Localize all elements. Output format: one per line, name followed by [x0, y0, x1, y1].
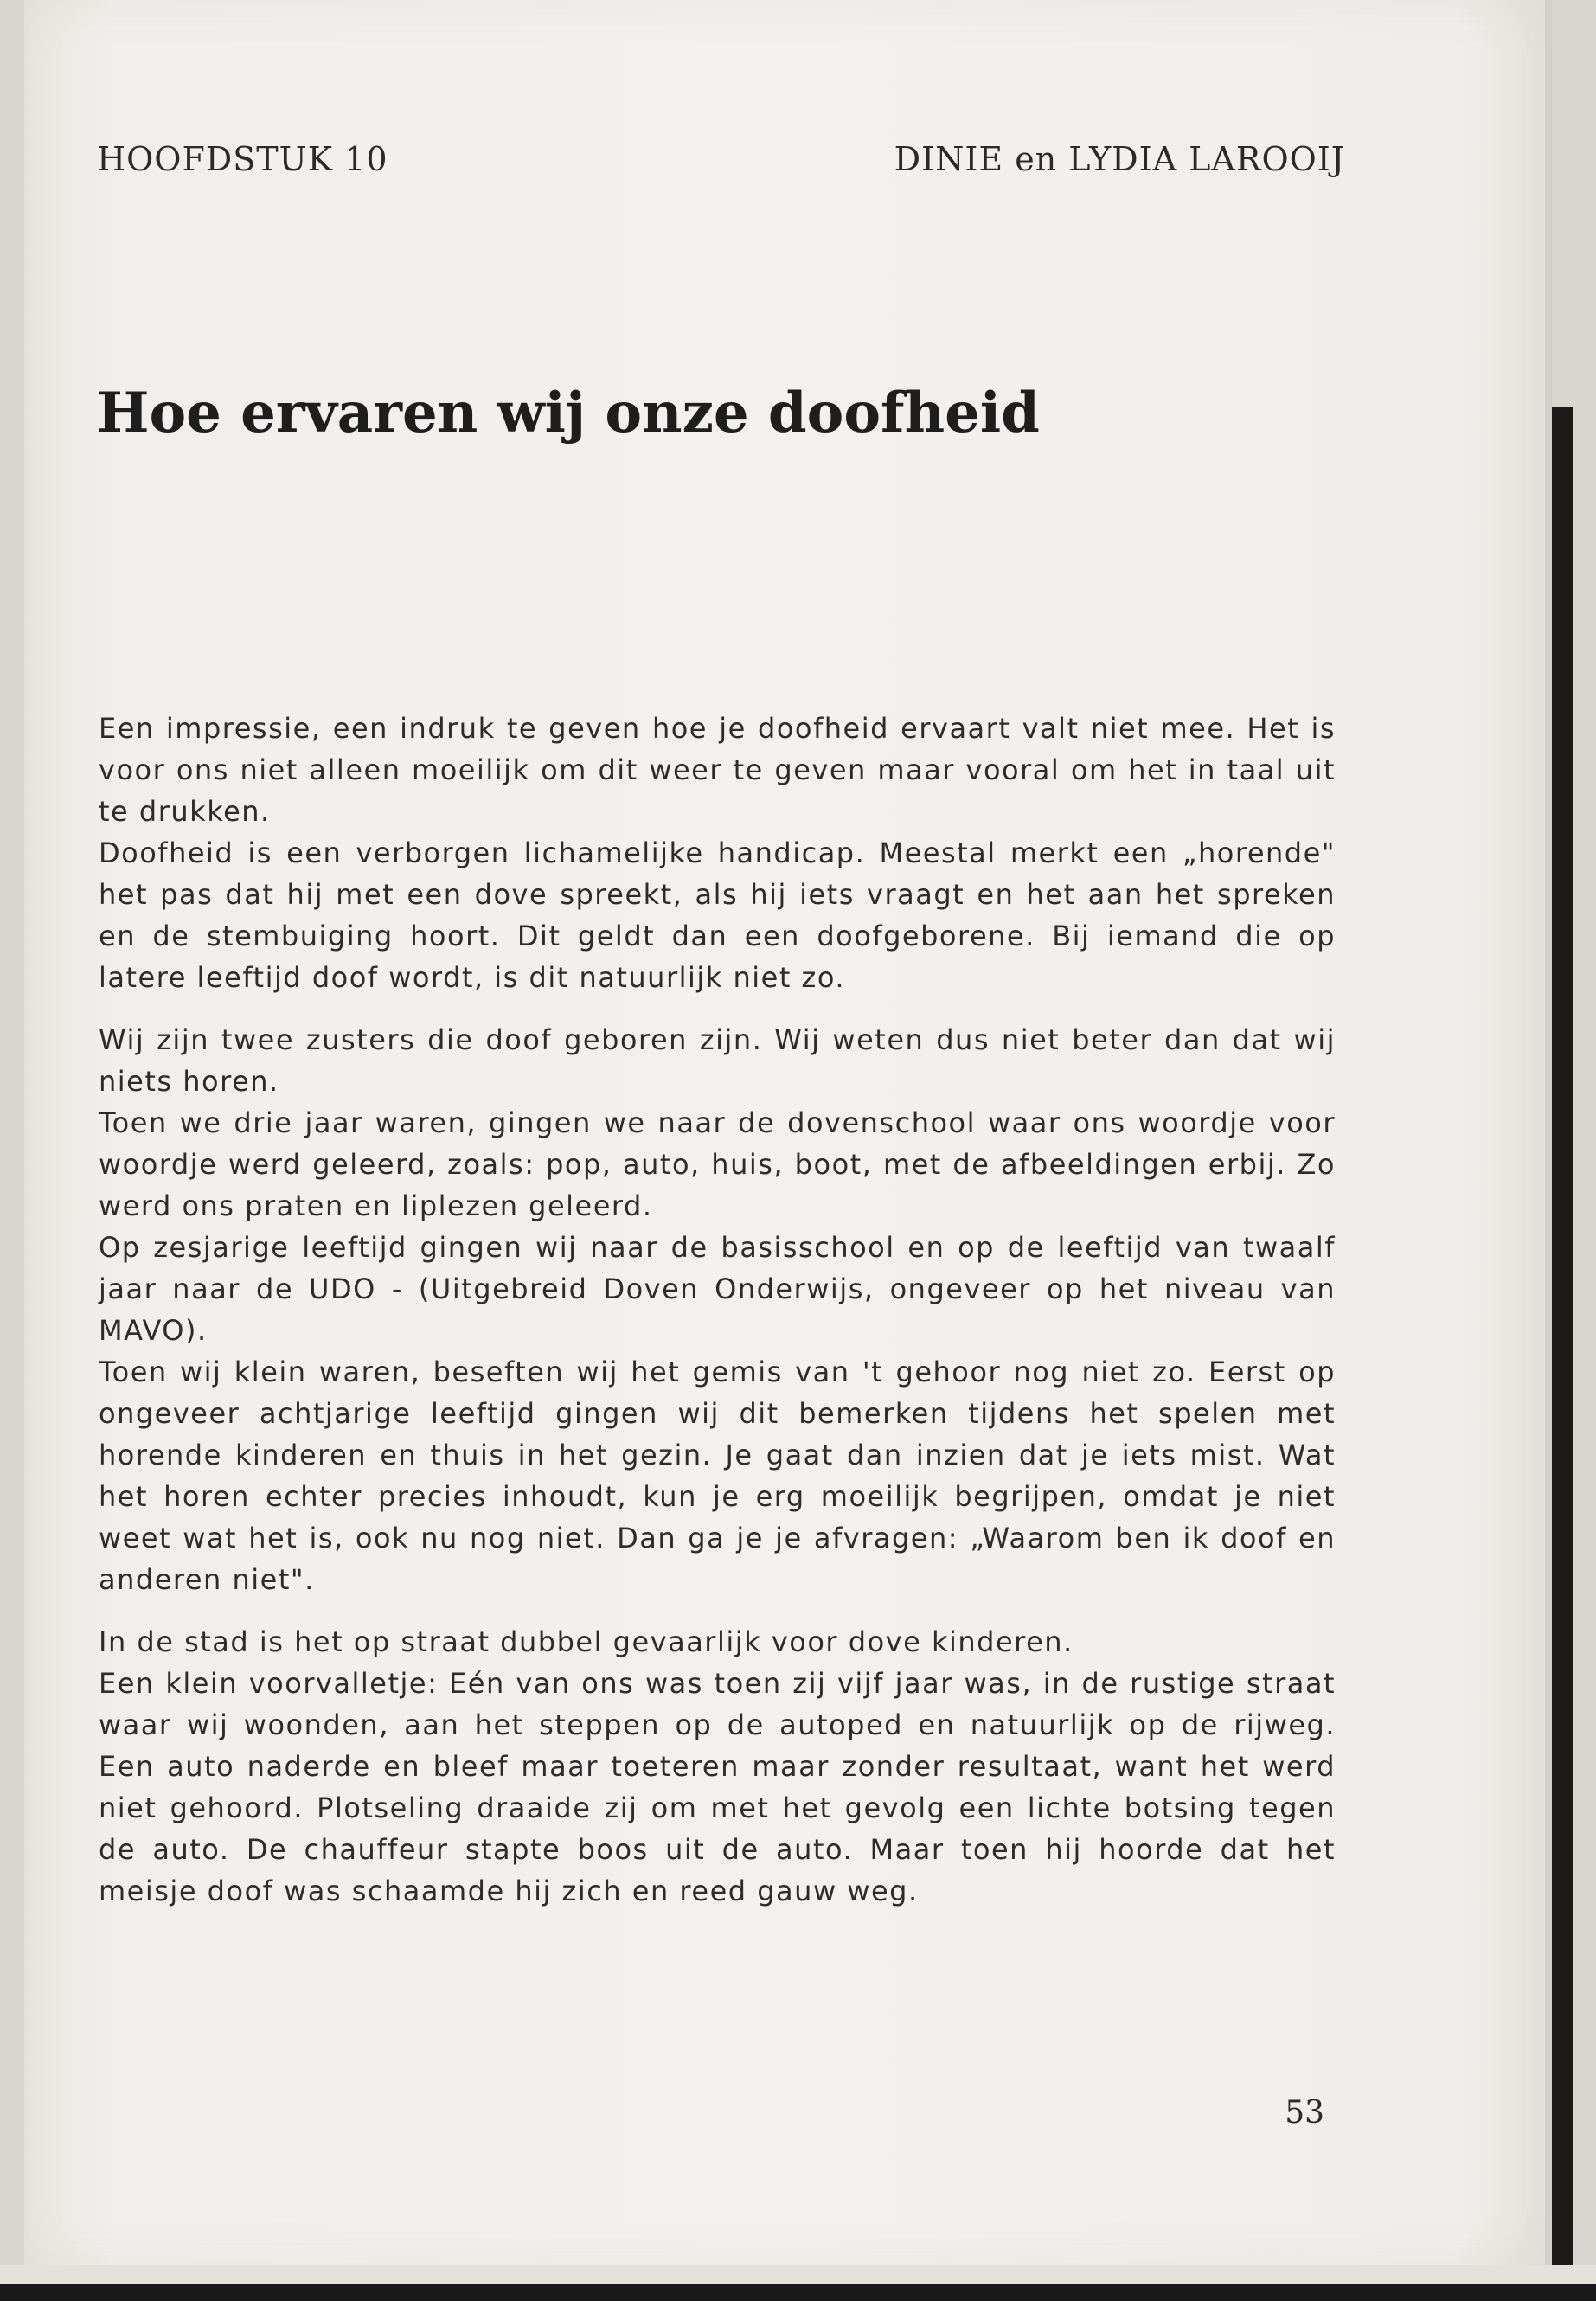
paragraph: Wij zijn twee zusters die doof geboren zijn. Wij weten dus niet beter dan dat wij niets horen. [99, 1023, 1336, 1098]
book-cover-edge [1552, 407, 1573, 2301]
chapter-header: HOOFDSTUK 10 [97, 140, 388, 178]
paragraph: Toen we drie jaar waren, gingen we naar de dovenschool waar ons woordje voor woordje werd geleerd, zoals: pop, auto, huis, boot, met de afbeeldingen erbij. Zo werd ons praten en liplezen geleerd. [99, 1106, 1336, 1222]
paragraph: In de stad is het op straat dubbel gevaarlijk voor dove kinderen. [99, 1625, 1074, 1658]
chapter-title: Hoe ervaren wij onze doofheid [97, 381, 1040, 445]
paragraph: Een klein voorvalletje: Eén van ons was toen zij vijf jaar was, in de rustige straat waar wij woonden, aan het steppen op de autoped en natuurlijk op de rijweg. Een auto naderde en bleef maar toeteren maar zonder resultaat, want het werd niet gehoord. Plotseling draaide zij om met het gevolg een lichte botsing tegen de auto. De chauffeur stapte boos uit de auto. Maar toen hij hoorde dat het meisje doof was schaamde hij zich en reed gauw weg. [99, 1667, 1336, 1907]
book-cover-bottom [0, 2284, 1596, 2301]
paragraph: Een impressie, een indruk te geven hoe je doofheid ervaart valt niet mee. Het is voor ons niet alleen moeilijk om dit weer te geven maar vooral om het in taal uit te drukken. [99, 712, 1336, 828]
paragraph: Toen wij klein waren, beseften wij het gemis van 't gehoor nog niet zo. Eerst op ongeveer achtjarige leeftijd gingen wij dit bemerken tijdens het spelen met horende kinderen en thuis in het gezin. Je gaat dan inzien dat je iets mist. Wat het horen echter precies inhoudt, kun je erg moeilijk begrijpen, omdat je niet weet wat het is, ook nu nog niet. Dan ga je je afvragen: „Waarom ben ik doof en anderen niet". [99, 1356, 1336, 1596]
body-text [99, 708, 1336, 1912]
paragraph: Doofheid is een verborgen lichamelijke handicap. Meestal merkt een „horende" het pas dat hij met een dove spreekt, als hij iets vraagt en het aan het spreken en de stembuiging hoort. Dit geldt dan een doofgeborene. Bij iemand die op latere leeftijd doof wordt, is dit natuurlijk niet zo. [99, 836, 1336, 994]
page-bottom-edge [0, 2265, 1596, 2284]
page-number: 53 [1285, 2095, 1324, 2131]
page-edge [1545, 0, 1552, 2284]
paragraph: Op zesjarige leeftijd gingen wij naar de basisschool en op de leeftijd van twaalf jaar naar de UDO - (Uitgebreid Doven Onderwijs, ongeveer op het niveau van MAVO). [99, 1231, 1336, 1347]
authors-header: DINIE en LYDIA LAROOIJ [894, 140, 1345, 178]
